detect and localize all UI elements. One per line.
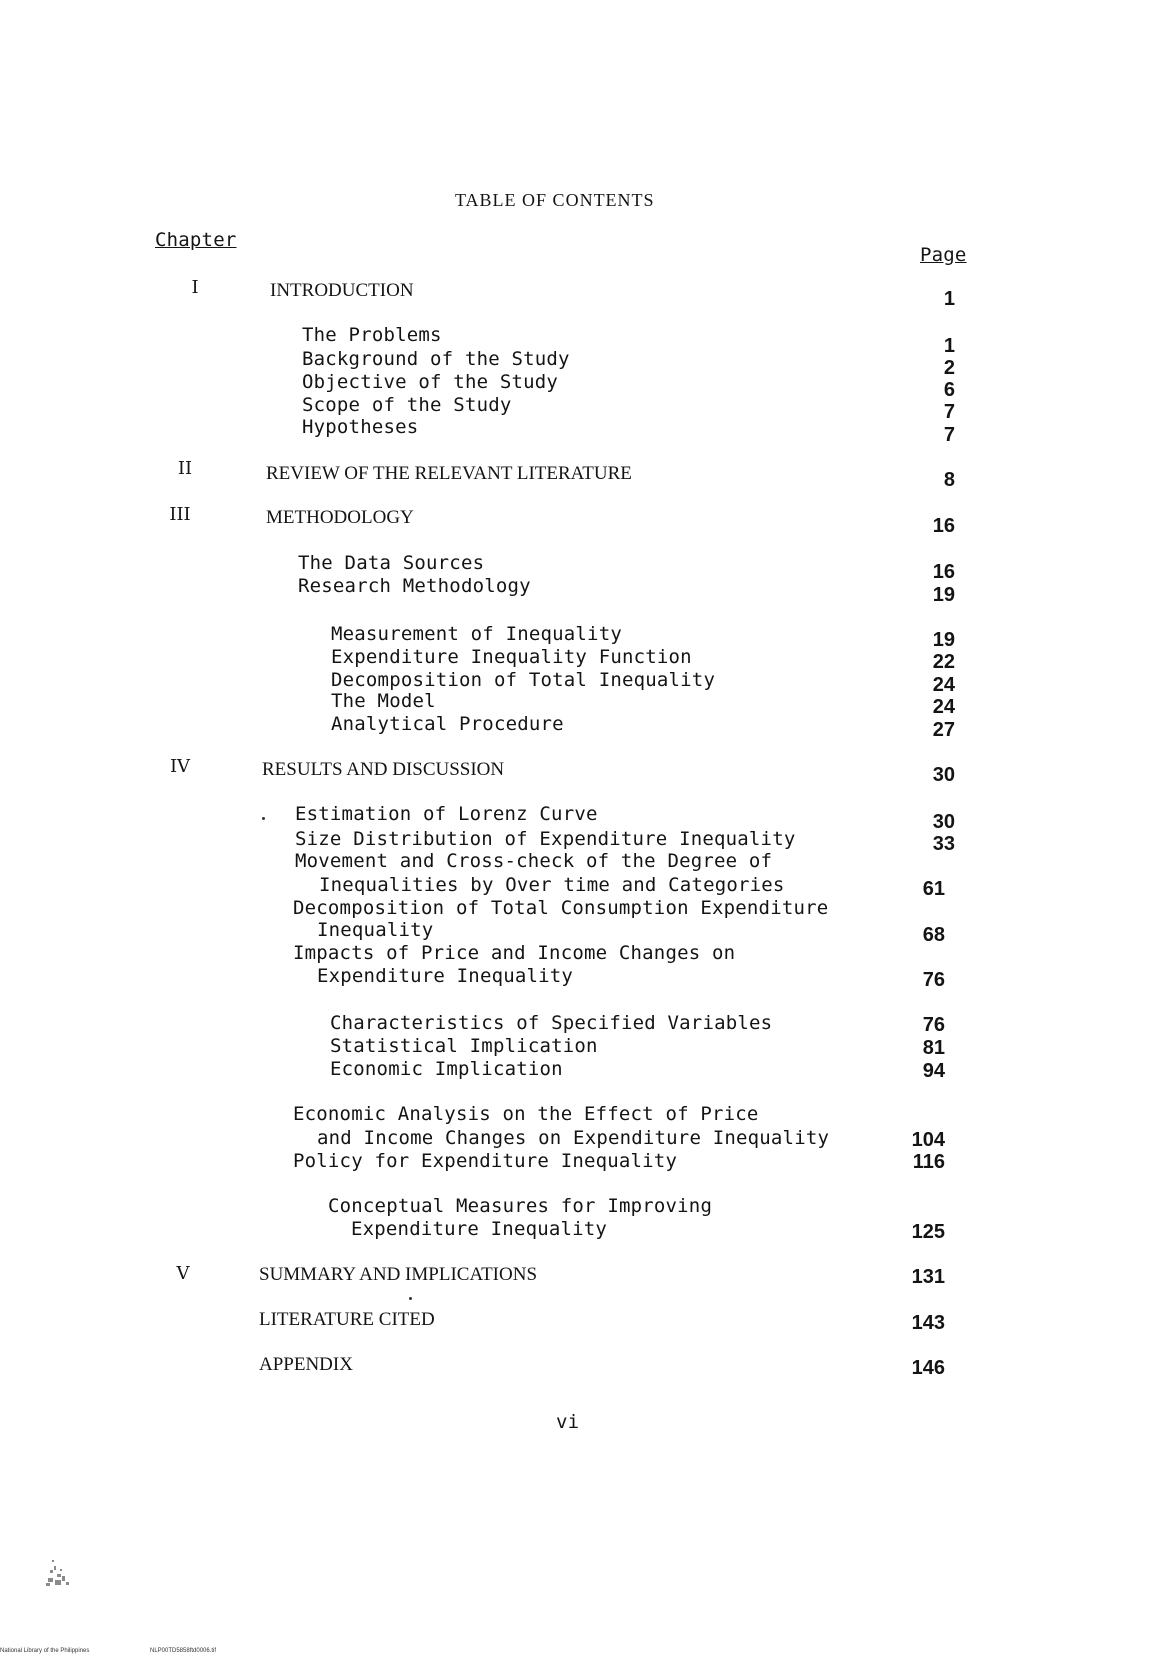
section-title: Background of the Study [302,348,570,370]
section-title-line-1: Impacts of Price and Income Changes on [293,942,736,964]
chapter-page: 16 [932,515,955,537]
section-page: 61 [922,878,945,900]
subsection-page: 22 [932,651,955,673]
chapter-page: 1 [943,288,955,310]
chapter-title: INTRODUCTION [270,280,414,301]
chapter-title: REVIEW OF THE RELEVANT LITERATURE [266,463,632,484]
chapter-numeral: III [169,504,191,525]
chapter-page: 30 [932,764,955,786]
chapter-title: LITERATURE CITED [259,1309,435,1330]
toc-title: TABLE OF CONTENTS [455,190,655,210]
section-title-line-1: Movement and Cross-check of the Degree of [295,850,773,872]
section-title: Estimation of Lorenz Curve [295,803,598,825]
subsection-page: 81 [922,1037,945,1059]
section-title-line-2: Inequalities by Over time and Categories [319,874,785,896]
section-title: The Problems [302,324,442,346]
section-title-line-1: Decomposition of Total Consumption Expenditure [293,897,829,919]
subsection-page: 27 [932,719,955,741]
subsection-title: Statistical Implication [330,1035,598,1057]
section-page: 6 [943,379,955,401]
chapter-page: 146 [911,1357,945,1379]
stray-mark [409,1297,412,1300]
subsection-title: Decomposition of Total Inequality [331,669,716,691]
chapter-title: RESULTS AND DISCUSSION [262,759,505,780]
chapter-numeral: V [176,1263,190,1284]
section-title: Size Distribution of Expenditure Inequality [295,828,796,850]
section-page: 7 [943,401,955,423]
chapter-page: 8 [943,469,955,491]
chapter-title: METHODOLOGY [266,507,414,528]
section-title-line-1: Economic Analysis on the Effect of Price [293,1103,759,1125]
section-title: Scope of the Study [302,394,512,416]
subsection-title: Characteristics of Specified Variables [330,1012,773,1034]
subsection-title: Measurement of Inequality [331,623,622,645]
subsection-title: Analytical Procedure [331,713,564,735]
section-page: 1 [943,335,955,357]
footer-file-label: NLP00TD5858ftd0006.tif [150,1648,217,1654]
chapter-numeral: II [177,458,193,479]
page-column-header: Page [920,244,967,266]
chapter-numeral: IV [169,756,191,777]
page-number: vi [556,1411,580,1433]
subsection-page: 19 [932,629,955,651]
section-page: 68 [922,924,945,946]
subsection-page: 24 [932,674,955,696]
section-page: 104 [911,1129,945,1151]
chapter-page: 143 [911,1312,945,1334]
subsection-title: The Model [331,690,436,712]
section-page: 2 [943,357,955,379]
subsection-page: 125 [911,1221,945,1243]
section-page: 30 [932,811,955,833]
subsection-title: Economic Implication [330,1058,563,1080]
section-page: 33 [932,833,955,855]
subsection-page: 94 [922,1060,945,1082]
chapter-title: SUMMARY AND IMPLICATIONS [259,1264,538,1285]
subsection-title-line-2: Expenditure Inequality [351,1218,608,1240]
section-title: The Data Sources [298,552,485,574]
section-page: 7 [943,424,955,446]
section-title-line-2: Expenditure Inequality [317,965,574,987]
section-title: Hypotheses [302,416,419,438]
chapter-page: 131 [911,1266,945,1288]
subsection-title: Expenditure Inequality Function [331,646,692,668]
chapter-column-header: Chapter [155,229,237,251]
section-title: Policy for Expenditure Inequality [293,1150,678,1172]
scan-artifact [42,1540,82,1588]
chapter-title: APPENDIX [259,1354,353,1375]
section-title-line-2: and Income Changes on Expenditure Inequality [317,1127,830,1149]
section-title: Research Methodology [298,575,531,597]
section-page: 19 [932,584,955,606]
section-page: 16 [932,561,955,583]
section-page: 76 [922,969,945,991]
section-page: 116 [912,1151,945,1173]
chapter-numeral: I [191,277,199,298]
section-title: Objective of the Study [302,371,559,393]
bullet-dot [262,817,265,820]
subsection-title-line-1: Conceptual Measures for Improving [328,1195,713,1217]
footer-library-label: National Library of the Philippines [0,1648,90,1654]
subsection-page: 76 [922,1014,945,1036]
subsection-page: 24 [932,696,955,718]
section-title-line-2: Inequality [317,919,434,941]
